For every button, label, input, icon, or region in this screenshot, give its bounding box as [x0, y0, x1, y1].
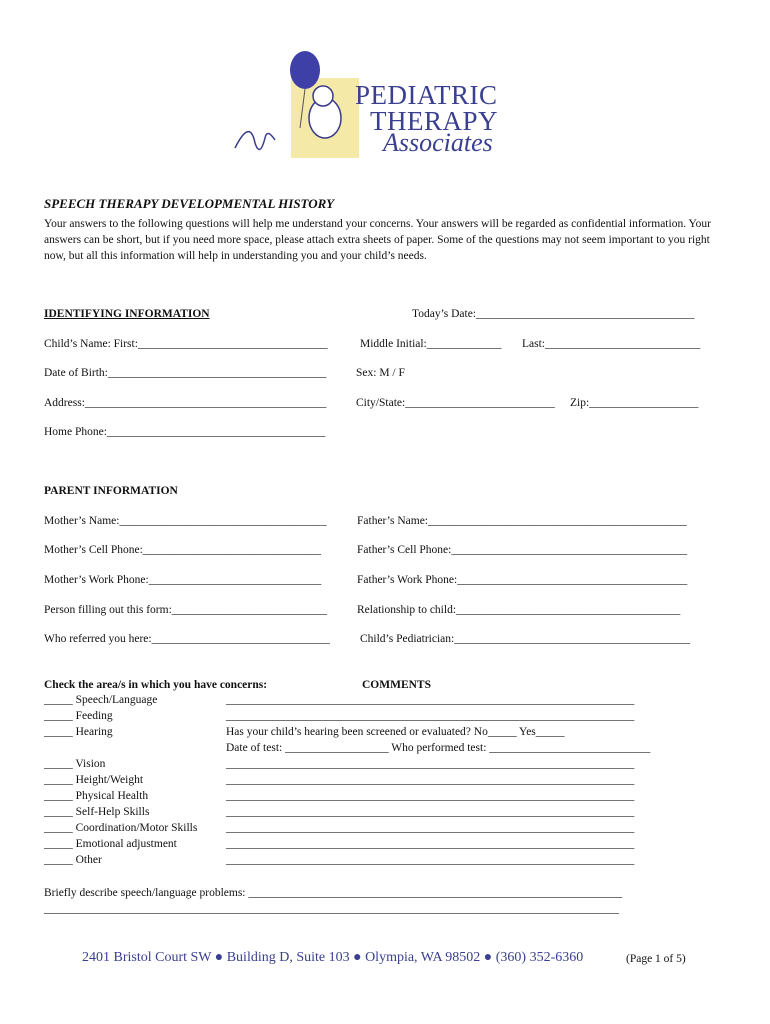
comment-line[interactable]: _______________________________________________________________________: [226, 806, 635, 818]
comments-heading: COMMENTS: [362, 679, 431, 691]
identifying-heading: IDENTIFYING INFORMATION: [44, 308, 210, 320]
dob-field[interactable]: Date of Birth:______________________________________: [44, 367, 327, 379]
hearing-question[interactable]: Has your child’s hearing been screened or evaluated? No_____ Yes_____: [226, 726, 565, 738]
concern-item[interactable]: _____ Self-Help Skills: [44, 806, 150, 818]
address-field[interactable]: Address:__________________________________________: [44, 397, 327, 409]
father-work-field[interactable]: Father’s Work Phone:________________________________________: [357, 574, 688, 586]
concern-item[interactable]: _____ Feeding: [44, 710, 113, 722]
speech-problems-field[interactable]: Briefly describe speech/language problems: _________________________________________________________________: [44, 887, 623, 899]
mother-name-field[interactable]: Mother’s Name:____________________________________: [44, 515, 327, 527]
concern-item[interactable]: _____ Hearing: [44, 726, 113, 738]
mother-cell-field[interactable]: Mother’s Cell Phone:_______________________________: [44, 544, 322, 556]
footer-address: 2401 Bristol Court SW ● Building D, Suite 103 ● Olympia, WA 98502 ● (360) 352-6360: [82, 950, 584, 965]
concern-item[interactable]: _____ Vision: [44, 758, 106, 770]
referred-field[interactable]: Who referred you here:_______________________________: [44, 633, 330, 645]
middle-initial-field[interactable]: Middle Initial:_____________: [360, 338, 502, 350]
pediatrician-field[interactable]: Child’s Pediatrician:_________________________________________: [360, 633, 690, 645]
concerns-heading: Check the area/s in which you have concerns:: [44, 679, 268, 691]
comment-line[interactable]: _______________________________________________________________________: [226, 694, 635, 706]
relationship-field[interactable]: Relationship to child:_______________________________________: [357, 604, 681, 616]
concern-item[interactable]: _____ Other: [44, 854, 102, 866]
intro-paragraph: Your answers to the following questions will help me understand your concerns. Your answers will be regarded as confidential information. Your answers can be short, but if you need more space, please attach extra sheets of paper. Some of the questions may not seem important to you right now, but all this information will help in understanding you and your child’s needs.: [44, 218, 711, 262]
comment-line[interactable]: _______________________________________________________________________: [226, 854, 635, 866]
concern-item[interactable]: _____ Speech/Language: [44, 694, 158, 706]
logo-line3: Associates: [383, 128, 493, 157]
page-title: SPEECH THERAPY DEVELOPMENTAL HISTORY: [44, 196, 335, 211]
zip-field[interactable]: Zip:___________________: [570, 397, 699, 409]
father-cell-field[interactable]: Father’s Cell Phone:_________________________________________: [357, 544, 688, 556]
page-number: (Page 1 of 5): [626, 953, 686, 965]
comment-line[interactable]: _______________________________________________________________________: [226, 758, 635, 770]
sex-field[interactable]: Sex: M / F: [356, 367, 405, 379]
city-state-field[interactable]: City/State:__________________________: [356, 397, 555, 409]
father-name-field[interactable]: Father’s Name:_____________________________________________: [357, 515, 687, 527]
logo-line2: THERAPY: [370, 106, 499, 136]
concern-item[interactable]: _____ Emotional adjustment: [44, 838, 177, 850]
comment-line[interactable]: _______________________________________________________________________: [226, 822, 635, 834]
hearing-test-date[interactable]: Date of test: __________________ Who performed test: ____________________________: [226, 742, 651, 754]
child-first-name-field[interactable]: Child’s Name: First:_________________________________: [44, 338, 328, 350]
comment-line[interactable]: _______________________________________________________________________: [226, 838, 635, 850]
comment-line[interactable]: _______________________________________________________________________: [226, 774, 635, 786]
parent-heading: PARENT INFORMATION: [44, 485, 178, 497]
logo-line1: PEDIATRIC: [355, 80, 498, 110]
person-filling-field[interactable]: Person filling out this form:___________________________: [44, 604, 328, 616]
concern-item[interactable]: _____ Physical Health: [44, 790, 149, 802]
company-logo: [205, 48, 565, 165]
todays-date-field[interactable]: Today’s Date:______________________________________: [412, 308, 695, 320]
speech-problems-line[interactable]: ____________________________________________________________________________________________________: [44, 903, 619, 915]
comment-line[interactable]: _______________________________________________________________________: [226, 790, 635, 802]
concern-item[interactable]: _____ Height/Weight: [44, 774, 144, 786]
comment-line[interactable]: _______________________________________________________________________: [226, 710, 635, 722]
mother-work-field[interactable]: Mother’s Work Phone:______________________________: [44, 574, 322, 586]
concern-item[interactable]: _____ Coordination/Motor Skills: [44, 822, 198, 834]
home-phone-field[interactable]: Home Phone:______________________________________: [44, 426, 326, 438]
last-name-field[interactable]: Last:___________________________: [522, 338, 701, 350]
